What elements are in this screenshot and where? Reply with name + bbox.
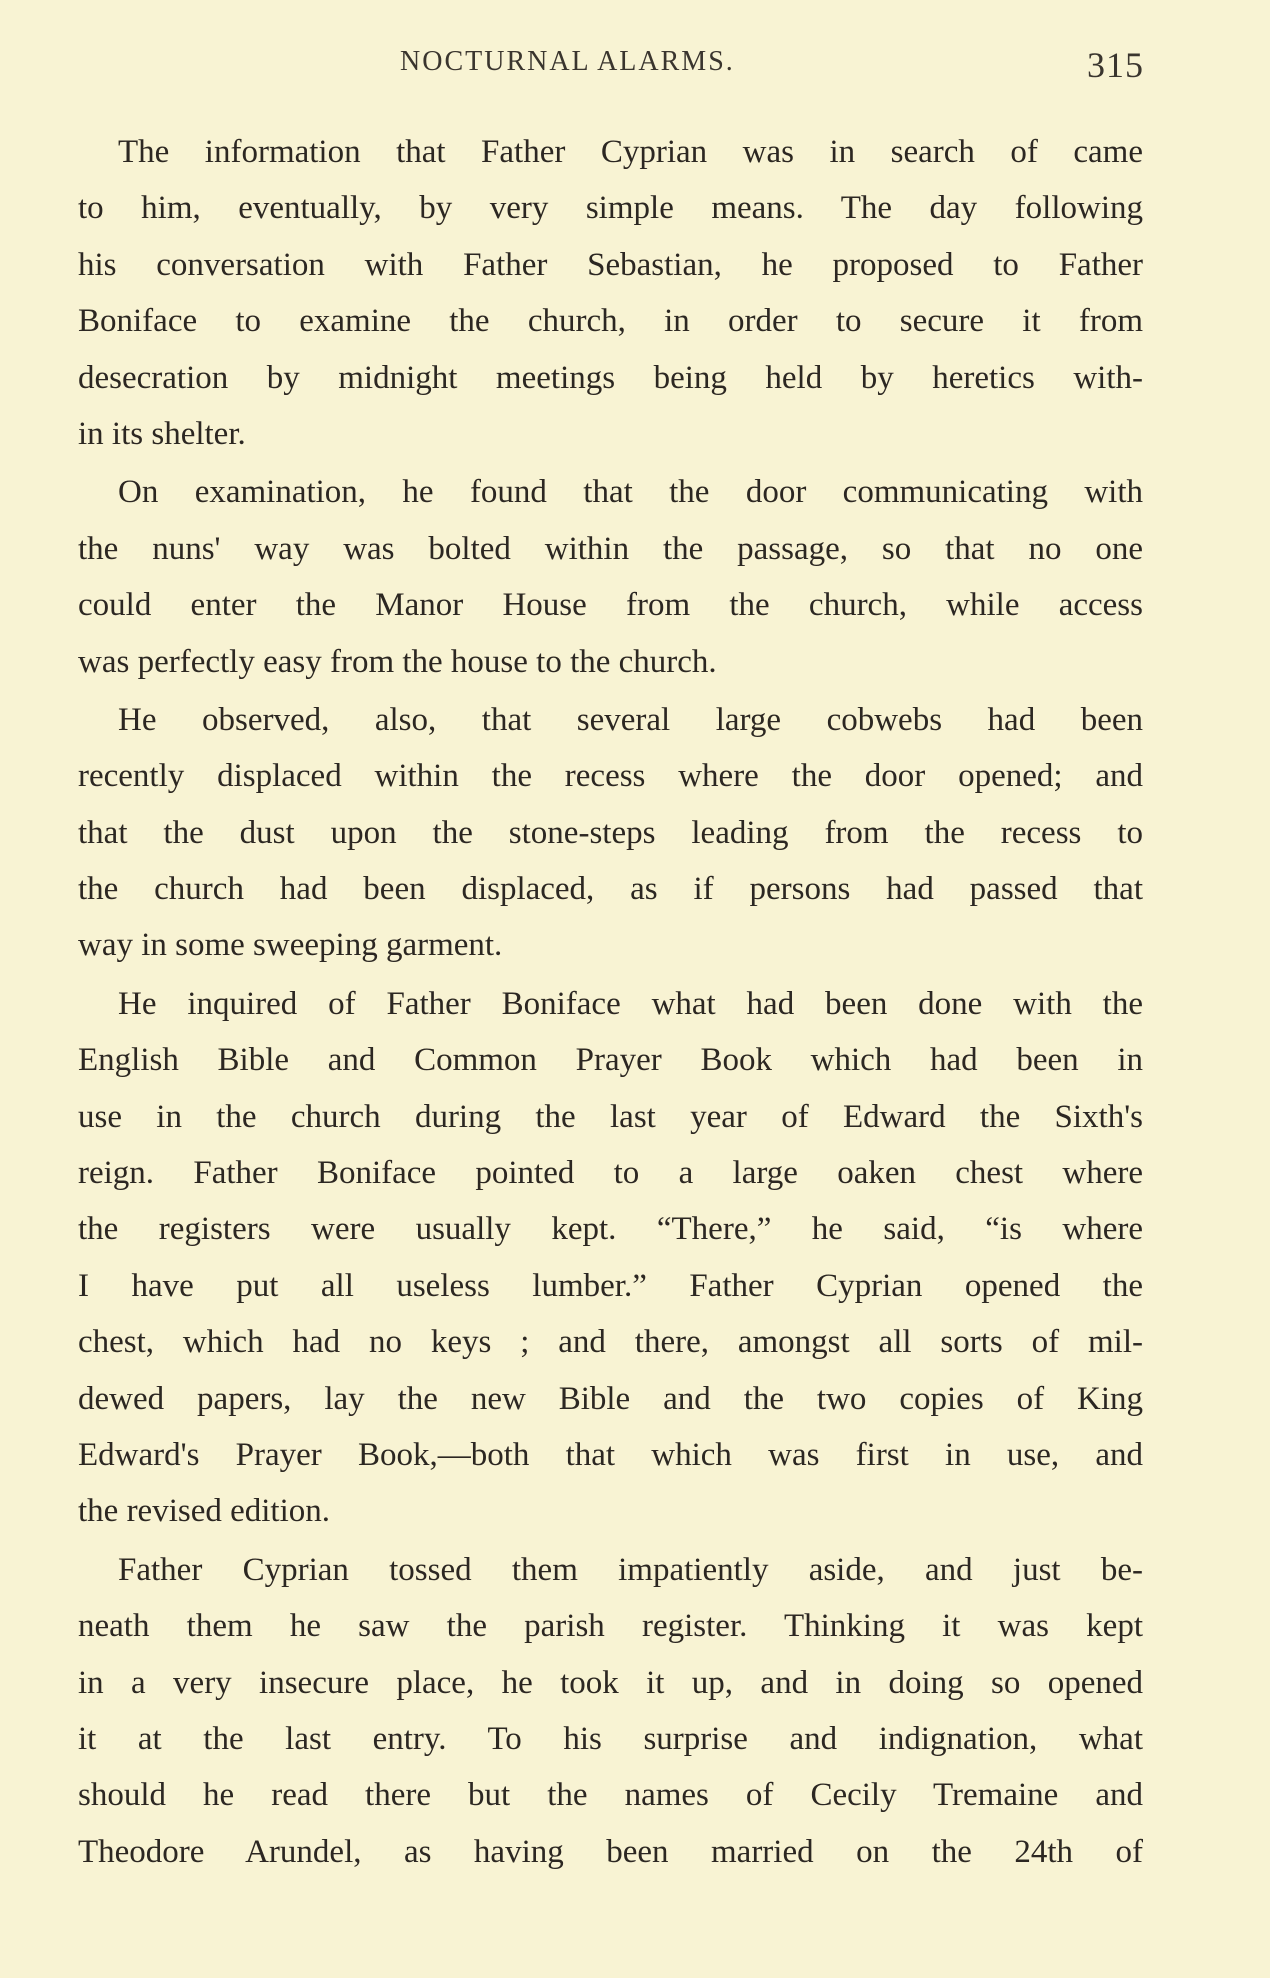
text-line: He inquired of Father Boniface what had been done with the: [118, 985, 1143, 1022]
text-line: the revised edition.: [78, 1493, 331, 1530]
text-line: way in some sweeping garment.: [78, 927, 503, 964]
text-line: dewed papers, lay the new Bible and the two copies of King: [78, 1380, 1143, 1417]
text-line: to him, eventually, by very simple means. The day following: [78, 190, 1143, 227]
running-head: [0, 46, 1270, 86]
paragraph: [78, 976, 1143, 1540]
text-line: in its shelter.: [78, 415, 246, 452]
text-line: The information that Father Cyprian was in search of came: [118, 134, 1143, 170]
text-line: Boniface to examine the church, in order to secure it from: [78, 303, 1143, 340]
text-line: his conversation with Father Sebastian, he proposed to Father: [78, 246, 1143, 283]
text-line: reign. Father Boniface pointed to a large oaken chest where: [78, 1155, 1143, 1192]
text-line: neath them he saw the parish register. Thinking it was kept: [78, 1608, 1143, 1645]
paragraph: [78, 1542, 1143, 1880]
text-line: use in the church during the last year of Edward the Sixth's: [78, 1098, 1143, 1135]
text-line: desecration by midnight meetings being held by heretics with-: [78, 359, 1143, 396]
text-line: English Bible and Common Prayer Book which had been in: [78, 1042, 1143, 1079]
text-line: Theodore Arundel, as having been married on the 24th of: [78, 1833, 1143, 1870]
text-line: recently displaced within the recess where the door opened; and: [78, 758, 1143, 795]
paragraph: [78, 692, 1143, 974]
text-line: it at the last entry. To his surprise and indignation, what: [78, 1720, 1143, 1757]
paragraph: [78, 464, 1143, 690]
paragraph: [78, 124, 1143, 462]
text-line: the church had been displaced, as if persons had passed that: [78, 871, 1143, 908]
text-line: that the dust upon the stone-steps leading from the recess to: [78, 814, 1143, 851]
text-line: On examination, he found that the door communicating with: [118, 474, 1143, 511]
body-text: [78, 124, 1143, 1882]
text-line: He observed, also, that several large cobwebs had been: [118, 701, 1143, 738]
text-line: could enter the Manor House from the church, while access: [78, 587, 1143, 624]
text-line: the registers were usually kept. “There,” he said, “is where: [78, 1211, 1143, 1248]
text-line: I have put all useless lumber.” Father Cyprian opened the: [78, 1267, 1143, 1304]
page-number: 315: [1087, 45, 1144, 85]
text-line: Father Cyprian tossed them impatiently aside, and just be-: [118, 1551, 1143, 1588]
running-title: NOCTURNAL ALARMS.: [400, 46, 735, 77]
text-line: was perfectly easy from the house to the church.: [78, 643, 717, 680]
text-line: chest, which had no keys ; and there, amongst all sorts of mil-: [78, 1324, 1143, 1361]
text-line: Edward's Prayer Book,—both that which was first in use, and: [78, 1436, 1143, 1473]
text-line: the nuns' way was bolted within the passage, so that no one: [78, 530, 1143, 567]
text-line: should he read there but the names of Cecily Tremaine and: [78, 1777, 1143, 1814]
text-line: in a very insecure place, he took it up, and in doing so opened: [78, 1664, 1143, 1701]
